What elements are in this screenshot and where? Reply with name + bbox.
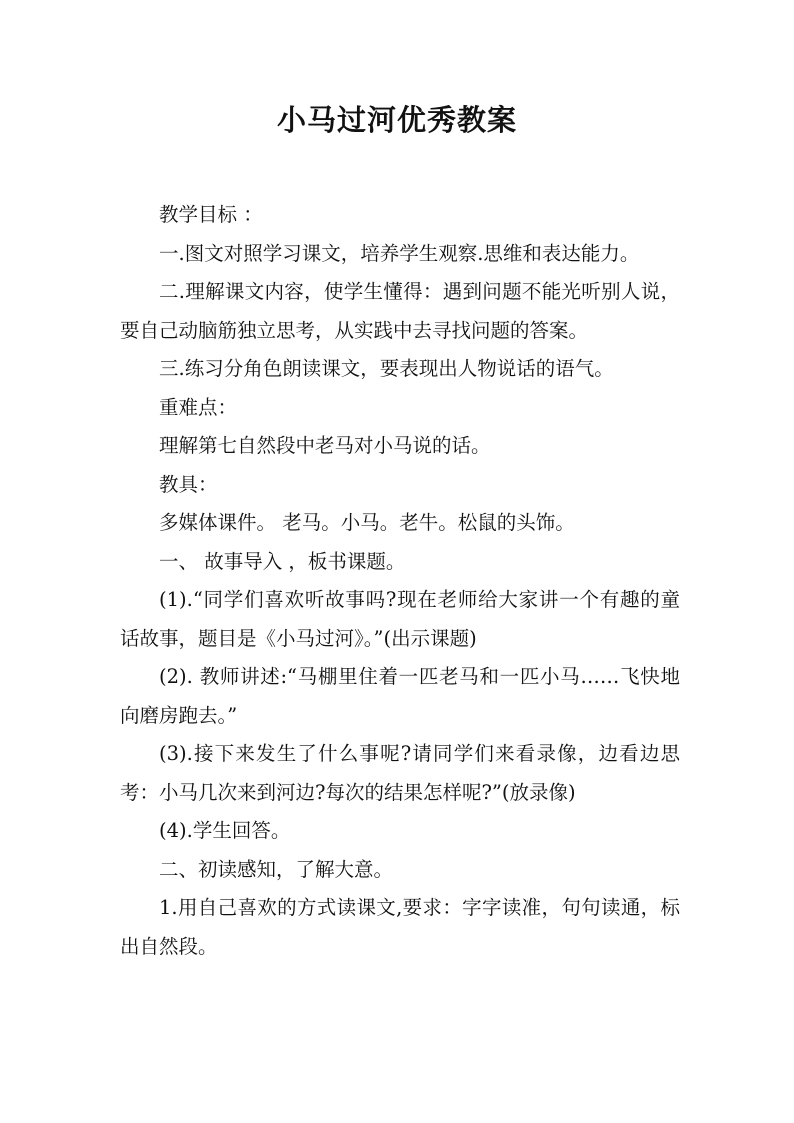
paragraph-objective-3: 三.练习分角色朗读课文，要表现出人物说话的语气。 [159, 357, 614, 380]
paragraph-step-3: (3).接下来发生了什么事呢?请同学们来看录像，边看边思考：小马几次来到河边?每次的结果怎样呢?”(放录像) [120, 742, 680, 804]
paragraph-materials-heading: 教具： [159, 472, 218, 496]
paragraph-key-points-heading: 重难点： [159, 395, 238, 419]
paragraph-objectives-heading: 教学目标 ： [159, 203, 263, 226]
paragraph-section-2-step-1: 1.用自己喜欢的方式读课文,要求：字字读准，句句读通，标出自然段。 [120, 896, 680, 958]
paragraph-materials: 多媒体课件。 老马。小马。老牛。松鼠的头饰。 [159, 511, 575, 534]
document-body [120, 196, 680, 966]
paragraph-objective-1: 一.图文对照学习课文，培养学生观察.思维和表达能力。 [159, 241, 640, 265]
paragraph-key-points: 理解第七自然段中老马对小马说的话。 [159, 434, 491, 457]
paragraph-section-1-heading: 一、 故事导入 ，板书课题。 [159, 549, 406, 573]
paragraph-objective-2: 二.理解课文内容，使学生懂得：遇到问题不能光听别人说，要自己动脑筋独立思考，从实践中去寻找问题的答案。 [120, 280, 680, 342]
paragraph-step-1: (1).“同学们喜欢听故事吗?现在老师给大家讲一个有趣的童话故事，题目是《小马过河》。”(出示课题) [120, 588, 680, 650]
document-title: 小马过河优秀教案 [276, 103, 517, 137]
paragraph-step-4: (4).学生回答。 [159, 819, 291, 842]
paragraph-step-2: (2). 教师讲述:“马棚里住着一匹老马和一匹小马……飞快地向磨房跑去。” [120, 665, 680, 727]
paragraph-section-2-heading: 二、初读感知，了解大意。 [159, 857, 394, 881]
